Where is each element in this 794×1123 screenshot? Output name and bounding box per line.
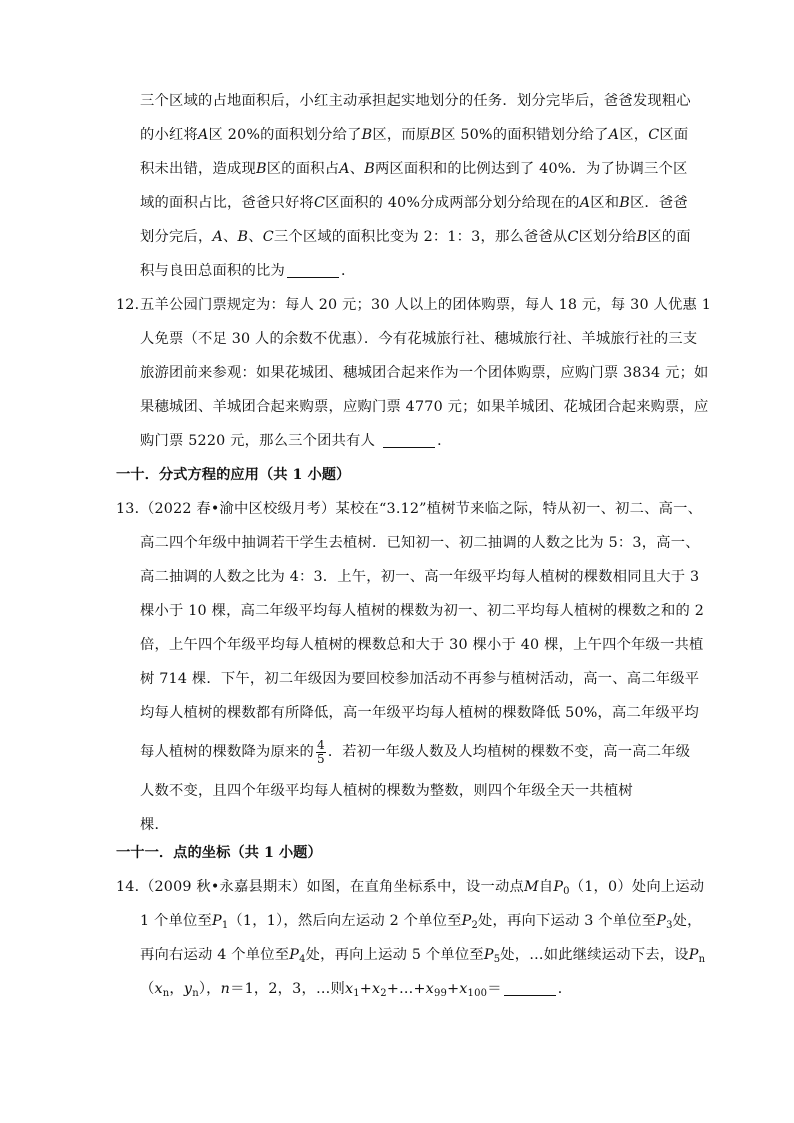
text-line [116, 696, 700, 730]
text: 再向右运动 4 个单位至 [140, 947, 290, 963]
text: 区的面积占 [266, 161, 340, 177]
text-line [116, 118, 689, 152]
subscript: 0 [563, 886, 570, 897]
text: （2009 秋•永嘉县期末）如图，在直角坐标系中，设一动点 [140, 879, 524, 895]
text: ． [437, 433, 452, 449]
var: B [636, 229, 648, 245]
text: 高二四个年级中抽调若干学生去植树．已知初一、初二抽调的人数之比为 5：3，高一、 [140, 535, 700, 551]
var: C [313, 195, 326, 211]
text: 积未出错，造成现 [140, 161, 256, 177]
subscript: 99 [433, 988, 448, 999]
var: B [255, 161, 267, 177]
text-line [116, 254, 686, 288]
text: 区面 [659, 127, 689, 143]
section-heading: 一十一．点的坐标（共 1 小题） [116, 845, 322, 861]
var: x [459, 981, 468, 997]
text: （2022 春•渝中区校级月考）某校在“3.12”植树节来临之际，特从初一、初二、高一、 [140, 501, 703, 517]
var: A [212, 229, 224, 245]
text-line [116, 492, 703, 526]
var: P [289, 947, 300, 963]
var: P [688, 947, 699, 963]
text: 区．爸爸 [629, 195, 688, 211]
text: 人免票（不足 30 人的余数不优惠）．今有花城旅行社、穗城旅行社、羊城旅行社的三支 [140, 331, 698, 347]
var: P [212, 913, 222, 929]
var: A [579, 195, 591, 211]
text: 每人植树的棵数降为原来的 [140, 744, 314, 760]
var: B [430, 127, 442, 143]
subscript: 5 [493, 954, 501, 965]
text-line [116, 730, 691, 774]
text: 处， [672, 913, 702, 929]
text-line [116, 356, 709, 390]
text: 购门票 5220 元，那么三个团共有人 [140, 433, 376, 449]
denominator: 5 [316, 751, 325, 766]
text: 处，…如此继续运动下去，设 [500, 947, 689, 963]
text-line [116, 594, 705, 628]
subscript: 3 [666, 920, 673, 931]
text: ． [557, 981, 573, 997]
var: P [483, 947, 494, 963]
text: 区划分给 [578, 229, 637, 245]
text: （1，1），然后向左运动 2 个单位至 [228, 913, 462, 929]
var: B [361, 127, 373, 143]
text: 棵． [140, 817, 169, 833]
var: P [553, 879, 564, 895]
var: A [198, 127, 209, 143]
text-line [116, 526, 700, 560]
subscript: 2 [380, 988, 387, 999]
text: 、 [223, 229, 238, 245]
text: （1，0）处向上运动 [569, 879, 705, 895]
text: 五羊公园门票规定为：每人 20 元；30 人以上的团体购票，每人 18 元，每 30 人优惠 1 [140, 297, 712, 313]
text-line [116, 322, 698, 356]
text-line [116, 938, 706, 972]
var: M [524, 879, 539, 895]
text: +…+ [386, 981, 426, 997]
subscript: n [192, 988, 199, 999]
text: 自 [538, 879, 554, 895]
var: x [344, 981, 354, 997]
text: 区，而原 [372, 127, 431, 143]
answer-blank[interactable] [383, 433, 435, 448]
text: 区 50%的面积错划分给了 [441, 127, 609, 143]
problem-number: 12． [116, 297, 150, 313]
numerator: 4 [316, 737, 325, 752]
text-line [116, 390, 709, 424]
subscript: n [162, 988, 170, 999]
text: 旅游团前来参观：如果花城团、穗城团合起来作为一个团体购票，应购门票 3834 元；如 [140, 365, 709, 381]
text: ＝ [487, 981, 502, 997]
problem-number: 14． [116, 879, 150, 895]
var: B [364, 161, 375, 177]
text: 倍，上午四个年级平均每人植树的棵数总和大于 30 棵小于 40 棵，上午四个年级一共植 [140, 637, 704, 653]
text: 、 [349, 161, 365, 177]
text: 高二抽调的人数之比为 4：3．上午，初一、高一年级平均每人植树的棵数相同且大于 3 [140, 569, 700, 585]
text: 1 个单位至 [140, 913, 213, 929]
fraction [316, 739, 326, 766]
text: 两区面积和的比例达到了 40%．为了协调三个区 [374, 161, 688, 177]
text: 棵小于 10 棵，高二年级平均每人植树的棵数为初一、初二平均每人植树的棵数之和的 2 [140, 603, 705, 619]
var: x [425, 981, 434, 997]
var: P [461, 913, 472, 929]
text: ． [340, 263, 356, 279]
subscript: 2 [471, 920, 478, 931]
text: + [359, 981, 372, 997]
var: y [183, 981, 193, 997]
text: 果穗城团、羊城团合起来购票，应购门票 4770 元；如果羊城团、花城团合起来购票，应 [140, 399, 709, 415]
text-line [116, 662, 700, 696]
answer-blank[interactable] [504, 981, 556, 996]
answer-blank[interactable] [287, 263, 339, 278]
text-line [116, 424, 686, 458]
text: 区， [619, 127, 649, 143]
problem-13 [116, 492, 705, 842]
text-line [116, 774, 686, 808]
text: 三个区域的占地面积后，小红主动承担起实地划分的任务．划分完毕后，爸爸发现粗心 [140, 93, 691, 109]
problem-12 [116, 288, 712, 458]
text: 区面积的 40%分成两部分划分给现在的 [325, 195, 580, 211]
text: 、 [248, 229, 263, 245]
text: 树 714 棵．下午，初二年级因为要回校参加活动不再参与植树活动，高一、高二年级平 [140, 671, 700, 687]
var: P [656, 913, 667, 929]
var: C [567, 229, 579, 245]
text-line [116, 84, 691, 118]
text: （ [140, 981, 155, 997]
text-line [116, 220, 691, 254]
text: ）， [198, 981, 221, 997]
text-line [116, 870, 705, 904]
text: ．若初一年级人数及人均植树的棵数不变，高一高二年级 [327, 744, 691, 760]
text: 的小红将 [140, 127, 198, 143]
text: 区 20%的面积划分给了 [208, 127, 362, 143]
problem-14 [116, 870, 706, 1006]
text: 处，再向上运动 5 个单位至 [305, 947, 484, 963]
var: A [608, 127, 620, 143]
var: B [619, 195, 630, 211]
text: 积与良田总面积的比为 [140, 263, 285, 279]
text-line [116, 904, 702, 938]
text: ＝1，2，3，…则 [230, 981, 345, 997]
var: B [237, 229, 249, 245]
var: C [648, 127, 660, 143]
var: C [262, 229, 274, 245]
text: 域的面积占比，爸爸只好将 [140, 195, 314, 211]
text-line [116, 560, 700, 594]
text: 区和 [590, 195, 620, 211]
text: ， [169, 981, 184, 997]
text-line [116, 628, 704, 662]
text: 人数不变，且四个年级平均每人植树的棵数为整数，则四个年级全天一共植树 [140, 783, 633, 799]
subscript: 1 [221, 920, 229, 931]
text-line [116, 186, 686, 220]
text: + [447, 981, 460, 997]
text-line [116, 288, 712, 322]
subscript: n [698, 954, 706, 965]
var: x [154, 981, 163, 997]
section-heading: 一十．分式方程的应用（共 1 小题） [116, 467, 351, 483]
problem-number: 13． [116, 501, 150, 517]
var: n [220, 981, 231, 997]
text-line [116, 152, 686, 186]
subscript: 100 [467, 988, 488, 999]
text: 处，再向下运动 3 个单位至 [478, 913, 657, 929]
text: 均每人植树的棵数都有所降低，高一年级平均每人植树的棵数降低 50%，高二年级平均 [140, 705, 700, 721]
var: x [371, 981, 381, 997]
text: 区的面 [647, 229, 691, 245]
var: A [339, 161, 350, 177]
subscript: 1 [353, 988, 360, 999]
problem-11-continuation [116, 84, 691, 288]
text: 划分完后， [140, 229, 213, 245]
subscript: 4 [299, 954, 306, 965]
text-line [116, 972, 686, 1006]
text: 三个区域的面积比变为 2：1：3，那么爸爸从 [273, 229, 568, 245]
